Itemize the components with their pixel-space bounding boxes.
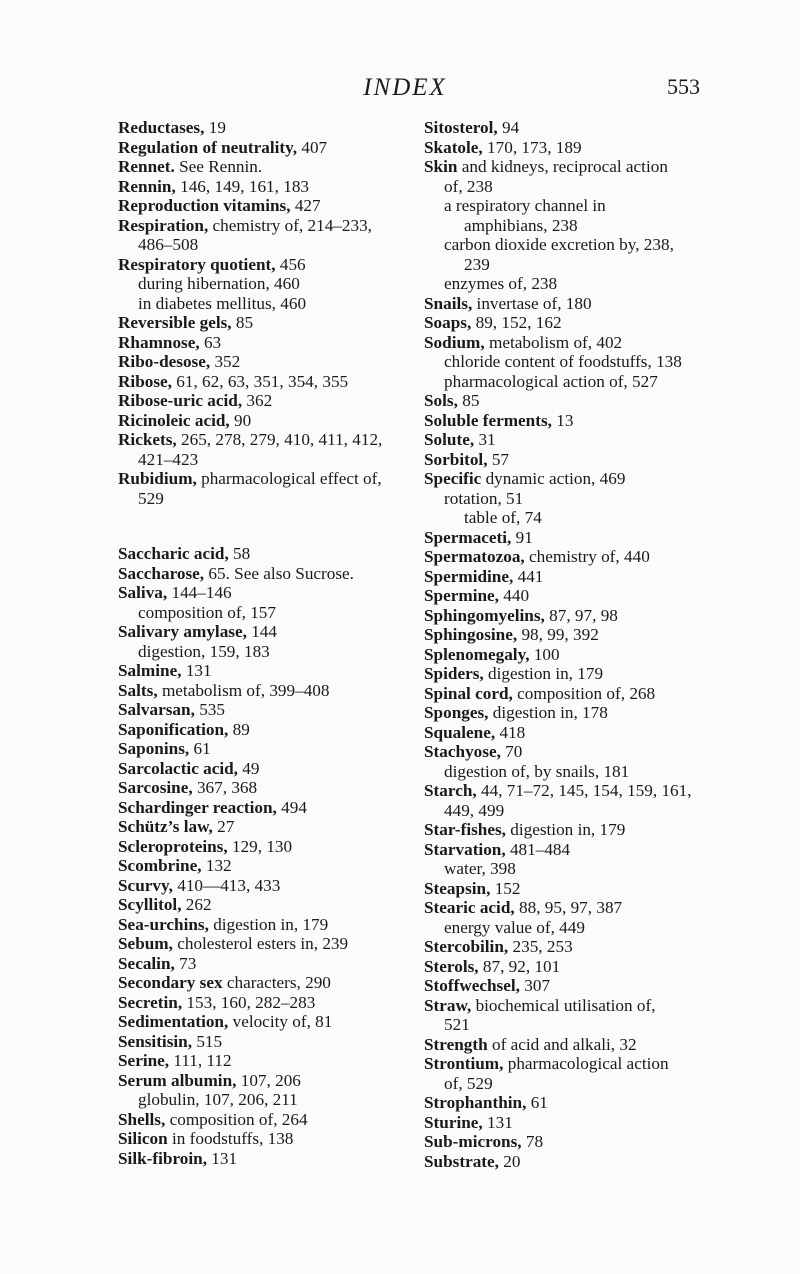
index-refs: 410—413, 433 — [172, 875, 281, 895]
index-term: Sols, — [424, 391, 458, 410]
index-term: Ribose, — [118, 371, 172, 391]
index-refs: biochemical utilisation of, — [471, 995, 656, 1015]
index-entry — [424, 664, 724, 684]
index-subentry: during hibernation, 460 — [138, 274, 300, 293]
index-entry — [424, 391, 724, 411]
index-entry — [118, 759, 418, 779]
index-refs: 131 — [482, 1112, 513, 1132]
index-term: Soluble ferments, — [424, 410, 552, 430]
index-refs: 440 — [498, 586, 530, 605]
index-entry — [424, 1093, 724, 1113]
index-refs: 70 — [500, 742, 523, 761]
index-entry — [118, 1012, 418, 1032]
index-entry — [118, 1149, 418, 1169]
index-refs: 107, 206 — [236, 1070, 301, 1090]
index-refs: in foodstuffs, 138 — [167, 1129, 294, 1148]
index-refs: 265, 278, 279, 410, 411, 412, — [176, 430, 383, 449]
index-term: Spermidine, — [424, 566, 514, 586]
index-refs: 362 — [242, 391, 273, 410]
index-entry — [118, 333, 418, 353]
index-entry — [118, 1032, 418, 1052]
index-term: Star-fishes, — [424, 820, 506, 839]
index-term: Sphingomyelins, — [424, 605, 545, 625]
index-entry — [118, 469, 418, 489]
index-entry — [118, 661, 418, 681]
index-entry — [118, 954, 418, 974]
index-entry — [118, 915, 418, 935]
index-refs: 87, 97, 98 — [544, 605, 618, 625]
index-refs: See Rennin. — [174, 157, 263, 176]
index-refs: 100 — [529, 644, 560, 664]
index-refs: 85 — [231, 313, 254, 332]
index-entry — [118, 700, 418, 720]
index-term: Salivary amylase, — [118, 622, 247, 641]
index-continuation: 529 — [138, 488, 164, 508]
index-entry — [424, 1152, 724, 1172]
index-entry — [118, 1110, 418, 1130]
index-subentry: digestion of, by snails, 181 — [444, 761, 630, 781]
index-term: Serine, — [118, 1051, 170, 1070]
index-term: Schütz’s law, — [118, 817, 213, 836]
index-refs: 131 — [207, 1148, 238, 1168]
index-refs: 456 — [275, 254, 306, 274]
index-entry — [424, 625, 724, 645]
index-term: Stercobilin, — [424, 937, 509, 956]
index-entry — [424, 976, 724, 996]
index-refs: metabolism of, 402 — [484, 332, 623, 352]
index-refs: of acid and alkali, 32 — [487, 1034, 637, 1054]
index-entry — [424, 645, 724, 665]
index-entry — [118, 622, 418, 642]
index-entry — [424, 781, 724, 801]
index-term: Secretin, — [118, 992, 183, 1012]
index-continuation: 449, 499 — [444, 800, 505, 820]
index-refs: 13 — [551, 410, 574, 430]
index-term: Splenomegaly, — [424, 644, 530, 664]
index-entry — [118, 564, 418, 584]
index-entry — [118, 1071, 418, 1091]
index-subentry: water, 398 — [444, 859, 516, 878]
index-entry — [118, 876, 418, 896]
index-term: Snails, — [424, 293, 473, 313]
index-term: Solute, — [424, 430, 475, 449]
index-term: Sodium, — [424, 332, 485, 352]
index-term: Sorbitol, — [424, 449, 488, 469]
index-entry — [424, 157, 724, 177]
index-subentry: globulin, 107, 206, 211 — [138, 1090, 298, 1109]
index-refs: 94 — [497, 118, 520, 137]
index-entry — [424, 957, 724, 977]
index-refs: digestion in, 179 — [208, 914, 329, 934]
index-term: Strength — [424, 1034, 488, 1054]
index-entry — [118, 1129, 418, 1149]
index-refs: 131 — [181, 661, 212, 680]
index-continuation: 421–423 — [138, 449, 199, 469]
index-refs: 146, 149, 161, 183 — [175, 176, 309, 196]
index-term: Saponification, — [118, 719, 229, 739]
index-refs: 132 — [201, 856, 232, 875]
index-entry — [118, 1051, 418, 1071]
index-refs: 89 — [228, 719, 250, 739]
index-entry — [118, 817, 418, 837]
index-term: Stoffwechsel, — [424, 976, 520, 995]
index-term: Silicon — [118, 1129, 168, 1148]
index-entry — [118, 391, 418, 411]
index-entry — [424, 840, 724, 860]
index-term: Steapsin, — [424, 878, 491, 898]
index-term: Reversible gels, — [118, 313, 232, 332]
index-column-left — [118, 118, 418, 1168]
index-term: Sedimentation, — [118, 1012, 229, 1031]
index-term: Saponins, — [118, 739, 190, 758]
index-refs: 407 — [297, 137, 328, 157]
index-entry — [424, 118, 724, 138]
index-entry — [424, 937, 724, 957]
index-refs: digestion in, 179 — [505, 820, 626, 839]
index-refs: 58 — [228, 544, 251, 563]
index-entry — [424, 450, 724, 470]
index-refs: 481–484 — [505, 839, 571, 859]
index-entry — [118, 430, 418, 450]
index-continuation: of, 238 — [444, 176, 493, 196]
index-term: Sitosterol, — [424, 118, 498, 137]
index-subentry: enzymes of, 238 — [444, 274, 558, 293]
index-refs: 441 — [513, 566, 544, 586]
index-refs: 89, 152, 162 — [471, 313, 562, 332]
index-refs: 31 — [474, 430, 496, 449]
index-term: Stearic acid, — [424, 898, 515, 917]
index-entry — [118, 993, 418, 1013]
index-entry — [118, 798, 418, 818]
index-term: Scombrine, — [118, 856, 202, 875]
index-refs: 87, 92, 101 — [478, 956, 561, 976]
index-term: Salmine, — [118, 661, 182, 680]
index-term: Schardinger reaction, — [118, 797, 277, 817]
index-term: Substrate, — [424, 1151, 499, 1171]
index-term: Ribo-desose, — [118, 352, 211, 371]
index-entry — [424, 294, 724, 314]
index-refs: 111, 112 — [169, 1051, 232, 1070]
index-term: Scleroproteins, — [118, 836, 228, 856]
index-entry — [424, 528, 724, 548]
index-term: Spermatozoa, — [424, 547, 525, 566]
index-refs: cholesterol esters in, 239 — [172, 934, 349, 953]
index-refs: dynamic action, 469 — [481, 469, 626, 488]
index-entry — [424, 1054, 724, 1074]
index-entry — [118, 352, 418, 372]
index-term: Ricinoleic acid, — [118, 410, 230, 430]
index-subentry: a respiratory channel in — [444, 196, 606, 215]
index-term: Sub-microns, — [424, 1132, 522, 1151]
index-subentry: chloride content of foodstuffs, 138 — [444, 352, 682, 371]
index-term: Sphingosine, — [424, 625, 518, 644]
index-term: Salts, — [118, 680, 158, 700]
index-term: Sebum, — [118, 934, 173, 953]
index-term: Ribose-uric acid, — [118, 391, 243, 410]
index-term: Sturine, — [424, 1112, 483, 1132]
index-term: Rubidium, — [118, 469, 197, 488]
index-term: Reproduction vitamins, — [118, 196, 291, 215]
index-entry — [424, 469, 724, 489]
index-entry — [118, 778, 418, 798]
index-refs: 494 — [276, 797, 307, 817]
index-term: Respiration, — [118, 215, 209, 235]
index-refs: 307 — [519, 976, 551, 995]
index-entry — [118, 313, 418, 333]
index-entry — [424, 898, 724, 918]
index-term: Sarcolactic acid, — [118, 758, 238, 778]
index-term: Starvation, — [424, 839, 506, 859]
index-refs: 418 — [495, 722, 526, 742]
index-refs: 170, 173, 189 — [482, 137, 582, 157]
index-term: Sea-urchins, — [118, 914, 209, 934]
index-subentry: amphibians, 238 — [464, 215, 578, 235]
index-entry — [424, 723, 724, 743]
index-term: Salvarsan, — [118, 700, 195, 719]
index-entry — [118, 720, 418, 740]
index-subentry: rotation, 51 — [444, 488, 524, 508]
index-refs: 78 — [521, 1132, 544, 1151]
index-refs: pharmacological action — [503, 1054, 669, 1073]
index-entry — [424, 430, 724, 450]
index-entry — [118, 934, 418, 954]
index-term: Sarcosine, — [118, 778, 193, 797]
index-refs: 235, 253 — [508, 937, 573, 956]
index-entry — [424, 879, 724, 899]
index-continuation: 486–508 — [138, 235, 199, 254]
index-term: Rhamnose, — [118, 332, 200, 352]
index-refs: metabolism of, 399–408 — [157, 680, 330, 700]
index-subentry: 239 — [464, 254, 490, 274]
index-continuation: 521 — [444, 1015, 470, 1034]
index-refs: characters, 290 — [222, 973, 331, 992]
index-refs: 153, 160, 282–283 — [182, 992, 316, 1012]
index-refs: 427 — [290, 196, 321, 215]
index-refs: 85 — [457, 391, 480, 410]
index-entry — [424, 1113, 724, 1133]
index-refs: velocity of, 81 — [228, 1012, 333, 1031]
index-term: Saccharic acid, — [118, 544, 229, 563]
index-term: Respiratory quotient, — [118, 254, 276, 274]
index-term: Strontium, — [424, 1054, 504, 1073]
index-term: Rennin, — [118, 176, 176, 196]
letter-gap — [118, 508, 418, 544]
index-refs: 49 — [237, 758, 260, 778]
index-refs: digestion in, 178 — [488, 703, 608, 722]
index-entry — [118, 372, 418, 392]
index-entry — [118, 739, 418, 759]
index-refs: 63 — [199, 332, 222, 352]
index-entry — [424, 703, 724, 723]
index-refs: 73 — [174, 953, 197, 973]
index-continuation: of, 529 — [444, 1073, 493, 1093]
index-subentry: energy value of, 449 — [444, 917, 585, 937]
index-term: Squalene, — [424, 722, 496, 742]
index-refs: 27 — [212, 817, 235, 836]
index-term: Stachyose, — [424, 742, 501, 761]
running-title: INDEX — [363, 74, 447, 101]
index-term: Scyllitol, — [118, 895, 182, 914]
index-entry — [118, 255, 418, 275]
index-entry — [118, 973, 418, 993]
index-refs: 367, 368 — [192, 778, 258, 797]
index-refs: 129, 130 — [227, 836, 293, 856]
index-term: Spermaceti, — [424, 527, 512, 547]
index-term: Sterols, — [424, 956, 479, 976]
index-refs: invertase of, 180 — [472, 293, 592, 313]
page-header — [110, 74, 700, 104]
index-entry — [424, 742, 724, 762]
index-term: Skatole, — [424, 137, 483, 157]
index-refs: 152 — [490, 878, 521, 898]
index-entry — [424, 820, 724, 840]
page-number: 553 — [667, 74, 700, 99]
index-refs: 98, 99, 392 — [517, 625, 599, 644]
index-entry — [424, 547, 724, 567]
index-entry — [424, 411, 724, 431]
index-refs: 20 — [498, 1151, 521, 1171]
index-entry — [424, 333, 724, 353]
index-subentry: pharmacological action of, 527 — [444, 371, 658, 391]
index-term: Reductases, — [118, 118, 205, 137]
index-subentry: composition of, 157 — [138, 602, 276, 622]
index-entry — [118, 544, 418, 564]
index-term: Saliva, — [118, 583, 168, 602]
index-term: Regulation of neutrality, — [118, 137, 298, 157]
index-subentry: carbon dioxide excretion by, 238, — [444, 235, 674, 254]
index-term: Secalin, — [118, 953, 175, 973]
index-term: Silk-fibroin, — [118, 1148, 207, 1168]
index-entry — [424, 606, 724, 626]
index-subentry: in diabetes mellitus, 460 — [138, 293, 307, 313]
index-entry — [118, 583, 418, 603]
index-term: Sponges, — [424, 703, 489, 722]
index-term: Straw, — [424, 995, 472, 1015]
index-term: Spiders, — [424, 664, 484, 683]
index-column-right — [424, 118, 724, 1171]
index-term: Starch, — [424, 781, 477, 800]
index-term: Specific — [424, 469, 482, 488]
index-term: Saccharose, — [118, 563, 205, 583]
index-entry — [118, 837, 418, 857]
index-term: Strophanthin, — [424, 1093, 527, 1112]
index-term: Soaps, — [424, 313, 472, 332]
index-refs: 65. See also Sucrose. — [204, 563, 354, 583]
index-entry — [424, 138, 724, 158]
index-term: Shells, — [118, 1109, 166, 1129]
index-refs: 90 — [229, 410, 252, 430]
index-refs: 44, 71–72, 145, 154, 159, 161, — [476, 781, 692, 800]
index-term: Rennet. — [118, 157, 175, 176]
index-entry — [118, 157, 418, 177]
index-entry — [424, 1035, 724, 1055]
index-refs: 57 — [487, 449, 509, 469]
index-refs: digestion in, 179 — [483, 664, 604, 683]
index-entry — [118, 138, 418, 158]
index-refs: 515 — [192, 1031, 223, 1051]
index-entry — [118, 118, 418, 138]
index-refs: 61 — [189, 739, 211, 758]
index-entry — [424, 684, 724, 704]
index-refs: composition of, 268 — [512, 683, 656, 703]
index-term: Spermine, — [424, 586, 499, 605]
index-entry — [118, 895, 418, 915]
index-entry — [424, 996, 724, 1016]
index-refs: 88, 95, 97, 387 — [514, 898, 623, 917]
index-term: Scurvy, — [118, 875, 173, 895]
index-subentry: digestion, 159, 183 — [138, 641, 270, 661]
index-term: Skin — [424, 157, 458, 176]
index-entry — [118, 856, 418, 876]
index-term: Spinal cord, — [424, 683, 513, 703]
index-entry — [118, 177, 418, 197]
index-entry — [424, 1132, 724, 1152]
index-refs: 61, 62, 63, 351, 354, 355 — [171, 371, 349, 391]
index-entry — [424, 586, 724, 606]
index-refs: chemistry of, 214–233, — [208, 215, 372, 235]
index-refs: 144–146 — [167, 583, 232, 602]
index-refs: and kidneys, reciprocal action — [457, 157, 668, 176]
index-entry — [424, 313, 724, 333]
index-term: Secondary sex — [118, 973, 223, 992]
index-refs: 91 — [511, 527, 533, 547]
index-entry — [118, 196, 418, 216]
index-term: Serum albumin, — [118, 1070, 237, 1090]
index-term: Sensitisin, — [118, 1031, 193, 1051]
index-entry — [424, 567, 724, 587]
index-refs: 19 — [204, 118, 226, 137]
index-term: Rickets, — [118, 430, 177, 449]
index-entry — [118, 411, 418, 431]
index-refs: pharmacological effect of, — [196, 469, 382, 488]
index-refs: composition of, 264 — [165, 1109, 308, 1129]
index-refs: chemistry of, 440 — [524, 547, 650, 566]
index-refs: 352 — [210, 352, 241, 371]
index-entry — [118, 216, 418, 236]
index-refs: 535 — [194, 700, 225, 719]
index-refs: 144 — [246, 622, 277, 641]
index-entry — [118, 681, 418, 701]
index-refs: 61 — [526, 1093, 548, 1112]
index-subentry: table of, 74 — [464, 508, 542, 527]
index-refs: 262 — [181, 895, 212, 914]
